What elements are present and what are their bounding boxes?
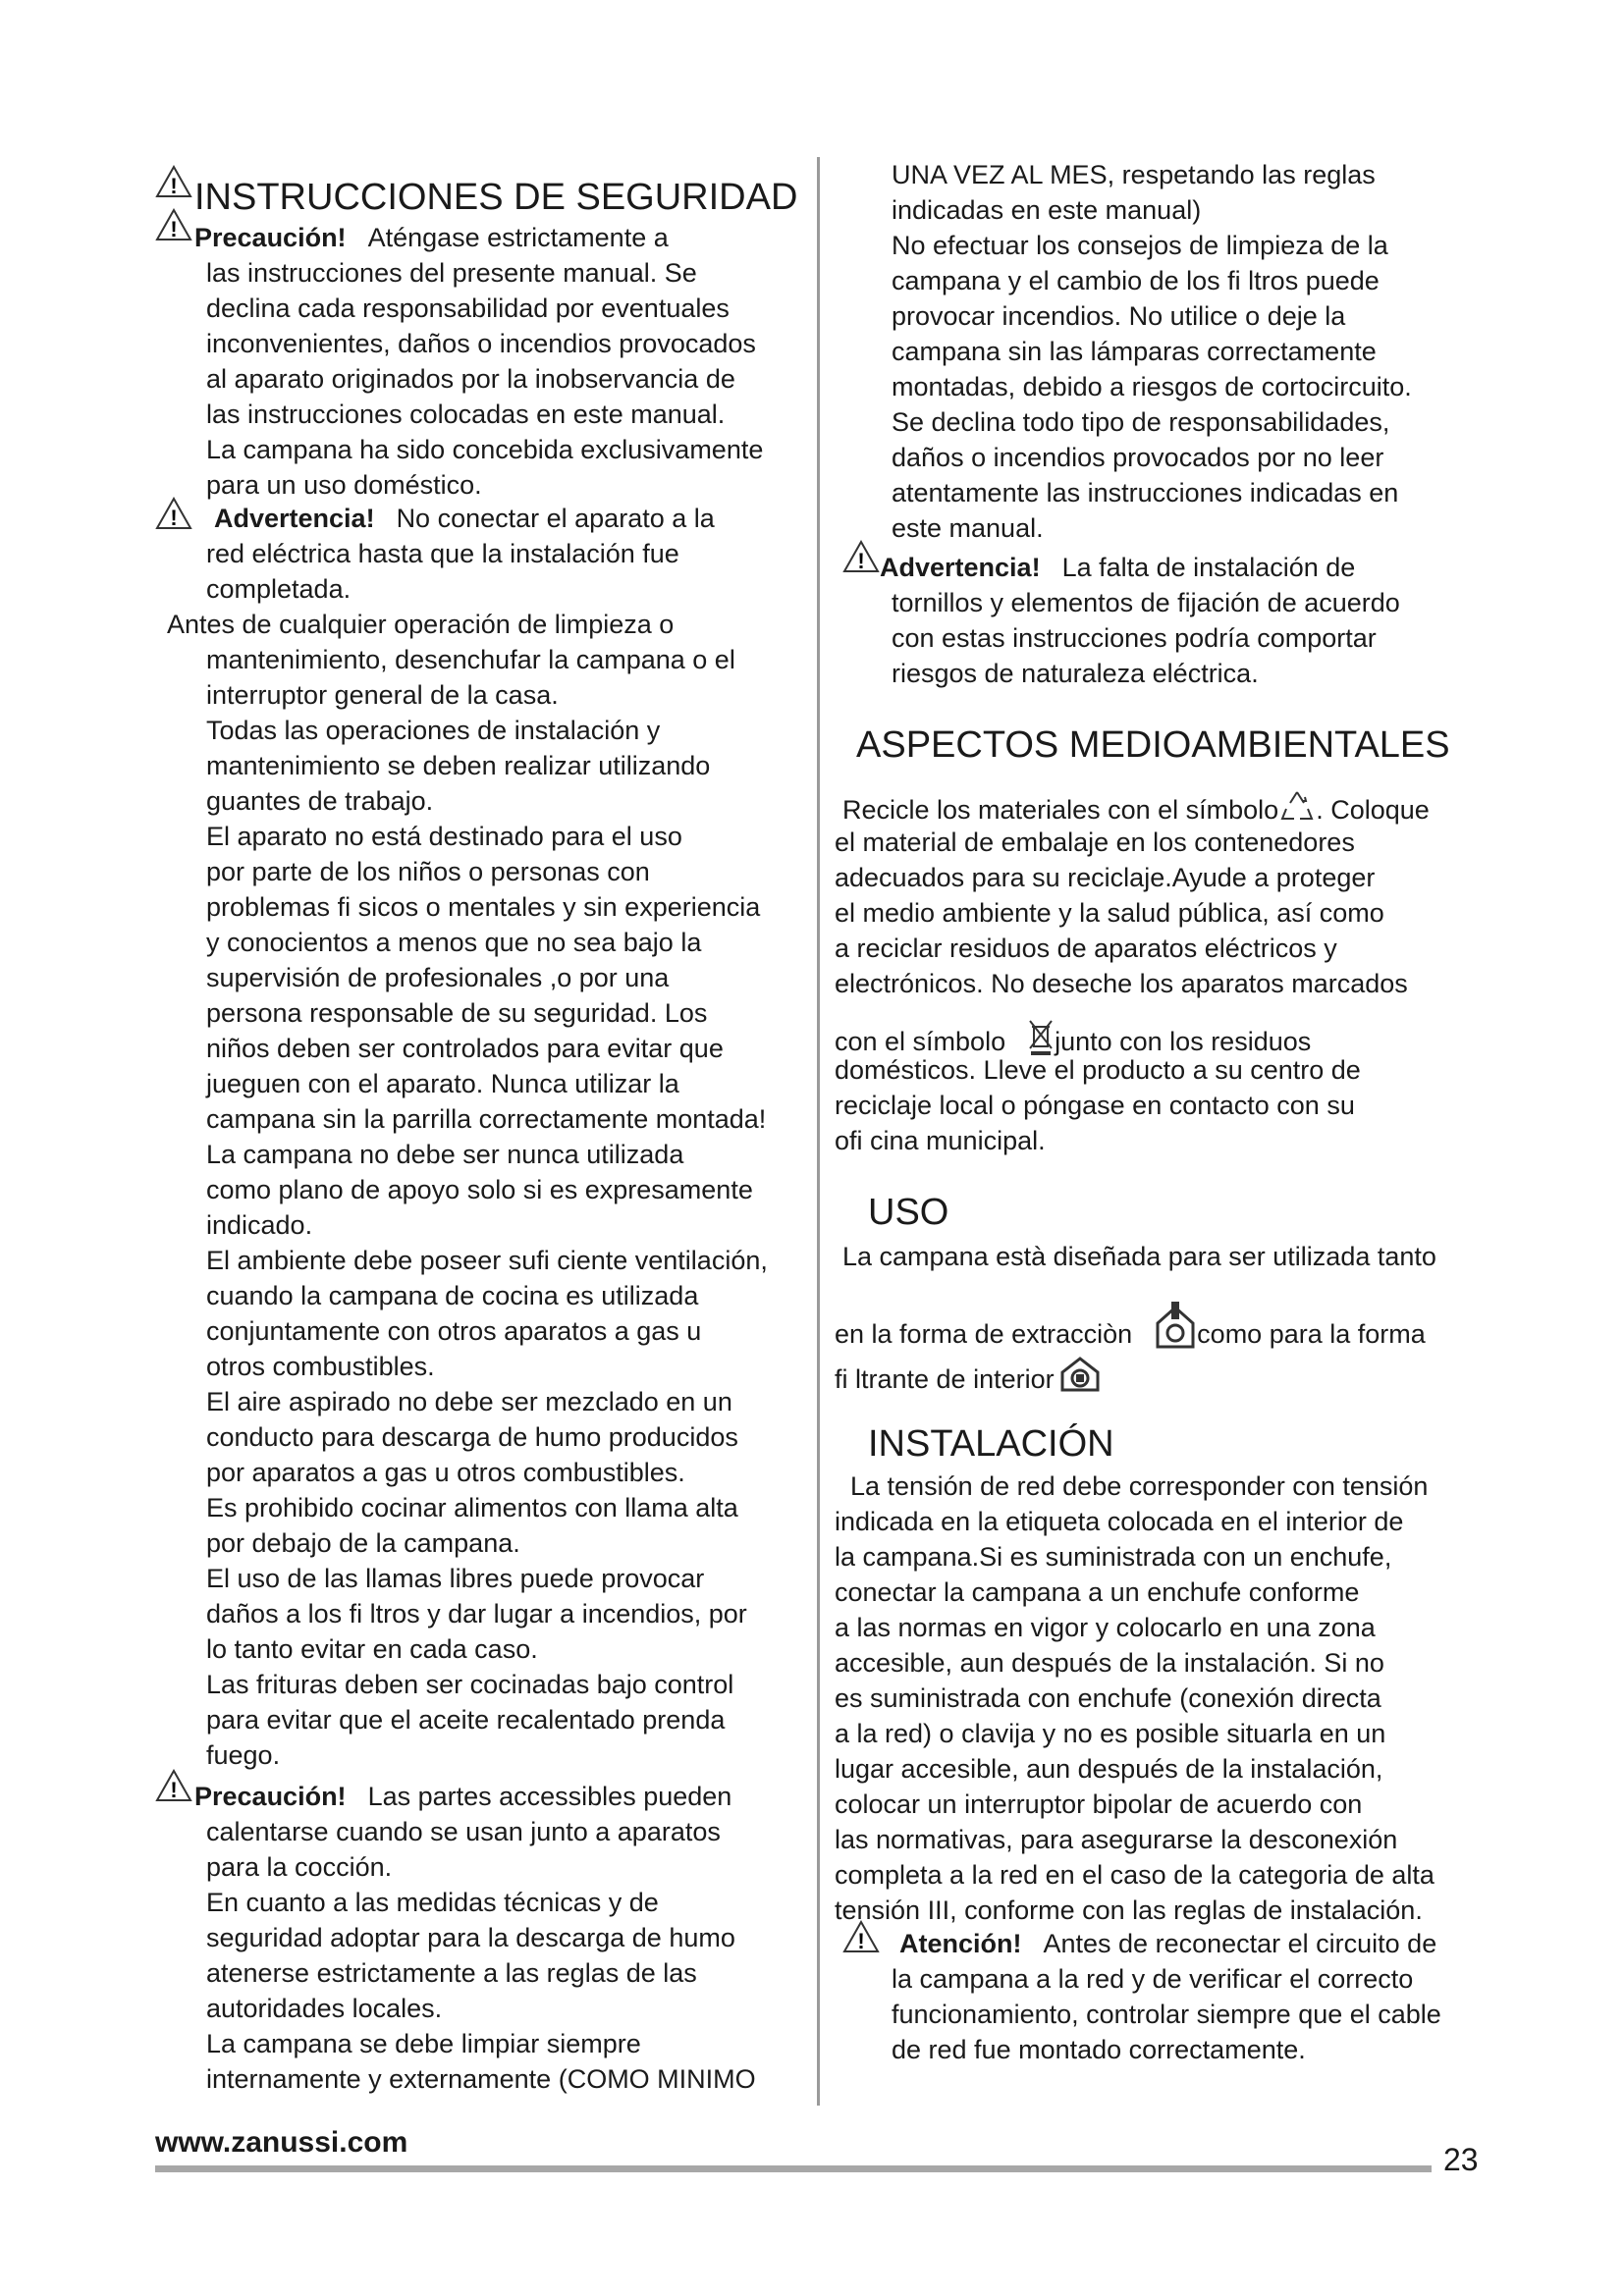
text-line: atentamente las instrucciones indicadas en: [892, 478, 1399, 507]
uso-section-title: USO: [868, 1192, 949, 1233]
text-line: daños a los fi ltros y dar lugar a incendios, por: [206, 1599, 747, 1629]
text-line: Las frituras deben ser cocinadas bajo control: [206, 1670, 734, 1699]
text-line: El uso de las llamas libres puede provocar: [206, 1564, 705, 1593]
text-line: por debajo de la campana.: [206, 1528, 520, 1558]
precaucion-text: Aténgase estrictamente a: [367, 223, 669, 252]
text-line: El aire aspirado no debe ser mezclado en un: [206, 1387, 732, 1416]
environment-section-title: ASPECTOS MEDIOAMBIENTALES: [856, 724, 1450, 766]
text-line: la campana a la red y de verificar el correcto: [892, 1964, 1414, 1994]
warning-triangle-icon: [155, 208, 192, 241]
atencion-label: Atención!: [899, 1929, 1022, 1958]
text-line: reciclaje local o póngase en contacto con su: [835, 1091, 1355, 1120]
advertencia-right: [880, 550, 1355, 585]
extraction-text: en la forma de extracciòn: [835, 1319, 1133, 1349]
text-line: para un uso doméstico.: [206, 470, 482, 500]
text-line: niños deben ser controlados para evitar que: [206, 1034, 724, 1063]
text-line: El aparato no está destinado para el uso: [206, 822, 682, 851]
text-line: problemas fi sicos o mentales y sin experiencia: [206, 892, 761, 922]
text-line: con estas instrucciones podría comportar: [892, 623, 1377, 653]
text-line: indicada en la etiqueta colocada en el interior de: [835, 1507, 1404, 1536]
text-line: es suministrada con enchufe (conexión directa: [835, 1683, 1381, 1713]
text-line: campana y el cambio de los fi ltros puede: [892, 266, 1380, 295]
warning-triangle-icon: [842, 540, 880, 573]
warning-triangle-icon: [842, 1920, 880, 1953]
text-line: riesgos de naturaleza eléctrica.: [892, 659, 1259, 688]
precaucion-label: Precaución!: [194, 1782, 347, 1811]
text-line: guantes de trabajo.: [206, 786, 434, 816]
crossed-bin-icon: [1027, 1017, 1055, 1056]
recycle-text-post: . Coloque: [1316, 795, 1430, 825]
text-line: a la red) o clavija y no es posible situarla en un: [835, 1719, 1386, 1748]
footer-url: www.zanussi.com: [155, 2126, 408, 2159]
text-line: electrónicos. No deseche los aparatos marcados: [835, 969, 1408, 998]
text-line: tornillos y elementos de fijación de acuerdo: [892, 588, 1400, 617]
text-line: funcionamiento, controlar siempre que el cable: [892, 2000, 1441, 2029]
precaucion-label: Precaución!: [194, 223, 347, 252]
text-line: seguridad adoptar para la descarga de humo: [206, 1923, 735, 1952]
text-line: para la cocción.: [206, 1852, 393, 1882]
text-line: interruptor general de la casa.: [206, 680, 559, 710]
filter-line: [835, 1355, 1102, 1397]
text-line: indicado.: [206, 1210, 313, 1240]
recycle-icon: [1278, 789, 1316, 827]
atencion: [899, 1926, 1436, 1961]
weee-text-post: junto con los residuos: [1055, 1027, 1312, 1056]
text-line: domésticos. Lleve el producto a su centro de: [835, 1055, 1361, 1085]
text-line: las instrucciones del presente manual. Se: [206, 258, 697, 288]
text-line: indicadas en este manual): [892, 195, 1202, 225]
text-line: otros combustibles.: [206, 1352, 435, 1381]
text-line: al aparato originados por la inobservancia de: [206, 364, 735, 394]
text-line: montadas, debido a riesgos de cortocircuito.: [892, 372, 1412, 401]
weee-text: con el símbolo: [835, 1027, 1006, 1056]
svg-text:!: !: [170, 1778, 178, 1802]
text-line: de red fue montado correctamente.: [892, 2035, 1306, 2064]
text-line: La tensión de red debe corresponder con tensión: [850, 1471, 1429, 1501]
recycle-text: Recicle los materiales con el símbolo: [842, 795, 1279, 825]
text-line: por parte de los niños o personas con: [206, 857, 650, 886]
text-line: atenerse estrictamente a las reglas de las: [206, 1958, 697, 1988]
svg-text:!: !: [170, 217, 178, 241]
safety-section-title: INSTRUCCIONES DE SEGURIDAD: [194, 177, 798, 218]
filter-text: fi ltrante de interior: [835, 1364, 1055, 1394]
text-line: calentarse cuando se usan junto a aparatos: [206, 1817, 721, 1846]
text-line: adecuados para su reciclaje.Ayude a proteger: [835, 863, 1376, 892]
advertencia-label: Advertencia!: [214, 504, 375, 533]
text-line: las instrucciones colocadas en este manual.: [206, 400, 726, 429]
svg-text:!: !: [170, 506, 178, 530]
text-line: conjuntamente con otros aparatos a gas u: [206, 1316, 702, 1346]
advertencia-text: No conectar el aparato a la: [396, 504, 715, 533]
advertencia-label: Advertencia!: [880, 553, 1041, 582]
text-line: completada.: [206, 574, 352, 604]
warning-triangle-icon: [155, 497, 192, 530]
recycle-line: [842, 789, 1430, 828]
precaucion-1: [194, 220, 669, 255]
advertencia-1: [214, 501, 715, 536]
text-line: por aparatos a gas u otros combustibles.: [206, 1458, 685, 1487]
extraction-text-post: como para la forma: [1197, 1319, 1426, 1349]
text-line: como plano de apoyo solo si es expresamente: [206, 1175, 753, 1204]
text-line: completa a la red en el caso de la categoria de alta: [835, 1860, 1435, 1890]
warning-triangle-icon: [155, 1769, 192, 1802]
advertencia-text: La falta de instalación de: [1061, 553, 1356, 582]
atencion-text: Antes de reconectar el circuito de: [1043, 1929, 1437, 1958]
text-line: accesible, aun después de la instalación. Si no: [835, 1648, 1384, 1678]
column-divider: [817, 157, 820, 2106]
text-line: UNA VEZ AL MES, respetando las reglas: [892, 160, 1376, 189]
text-line: colocar un interruptor bipolar de acuerdo con: [835, 1789, 1363, 1819]
text-line: cuando la campana de cocina es utilizada: [206, 1281, 699, 1310]
text-line: daños o incendios provocados por no leer: [892, 443, 1384, 472]
text-line: este manual.: [892, 513, 1044, 543]
text-line: El ambiente debe poseer sufi ciente ventilación,: [206, 1246, 768, 1275]
text-line: inconvenientes, daños o incendios provocados: [206, 329, 756, 358]
text-line: ofi cina municipal.: [835, 1126, 1046, 1155]
svg-text:!: !: [857, 549, 865, 573]
text-line: lugar accesible, aun después de la instalación,: [835, 1754, 1383, 1784]
text-line: mantenimiento se deben realizar utilizando: [206, 751, 711, 780]
text-line: las normativas, para asegurarse la desconexión: [835, 1825, 1398, 1854]
warning-triangle-icon: [155, 165, 192, 198]
svg-text:!: !: [170, 174, 178, 198]
text-line: fuego.: [206, 1740, 281, 1770]
text-line: red eléctrica hasta que la instalación fue: [206, 539, 679, 568]
text-line: campana sin las lámparas correctamente: [892, 337, 1377, 366]
text-line: a reciclar residuos de aparatos eléctricos y: [835, 934, 1337, 963]
text-line: la campana.Si es suministrada con un enchufe,: [835, 1542, 1392, 1572]
text-line: internamente y externamente (COMO MINIMO: [206, 2064, 756, 2094]
text-line: declina cada responsabilidad por eventuales: [206, 294, 730, 323]
text-line: En cuanto a las medidas técnicas y de: [206, 1888, 659, 1917]
text-line: a las normas en vigor y colocarlo en una zona: [835, 1613, 1376, 1642]
text-line: el material de embalaje en los contenedores: [835, 828, 1355, 857]
text-line: Se declina todo tipo de responsabilidades,: [892, 407, 1390, 437]
text-line: mantenimiento, desenchufar la campana o el: [206, 645, 735, 674]
svg-text:!: !: [857, 1929, 865, 1953]
instalacion-section-title: INSTALACIÓN: [868, 1423, 1114, 1465]
extraction-mode-icon: [1154, 1302, 1197, 1351]
text-line: jueguen con el aparato. Nunca utilizar la: [206, 1069, 679, 1098]
text-line: lo tanto evitar en cada caso.: [206, 1634, 538, 1664]
text-line: provocar incendios. No utilice o deje la: [892, 301, 1346, 331]
text-line: el medio ambiente y la salud pública, así como: [835, 898, 1384, 928]
text-line: autoridades locales.: [206, 1994, 443, 2023]
text-line: No efectuar los consejos de limpieza de la: [892, 231, 1388, 260]
text-line: conducto para descarga de humo producidos: [206, 1422, 738, 1452]
text-line: persona responsable de su seguridad. Los: [206, 998, 708, 1028]
footer-rule: [155, 2165, 1432, 2172]
text-line: La campana no debe ser nunca utilizada: [206, 1140, 684, 1169]
text-line: Todas las operaciones de instalación y: [206, 716, 661, 745]
text-line: tensión III, conforme con las reglas de instalación.: [835, 1896, 1423, 1925]
page-number: 23: [1443, 2142, 1479, 2177]
text-line: y conocientos a menos que no sea bajo la: [206, 928, 702, 957]
text-line: para evitar que el aceite recalentado prenda: [206, 1705, 726, 1735]
extraction-line: [835, 1302, 1426, 1352]
text-line: Es prohibido cocinar alimentos con llama alta: [206, 1493, 738, 1522]
precaucion-2: [194, 1779, 731, 1814]
recirculation-mode-icon: [1058, 1355, 1102, 1394]
precaucion-text: Las partes accessibles pueden: [367, 1782, 732, 1811]
text-line: La campana ha sido concebida exclusivamente: [206, 435, 764, 464]
text-line: Antes de cualquier operación de limpieza o: [167, 610, 675, 639]
text-line: La campana se debe limpiar siempre: [206, 2029, 641, 2058]
text-line: La campana està diseñada para ser utilizada tanto: [842, 1242, 1436, 1271]
text-line: supervisión de profesionales ,o por una: [206, 963, 670, 992]
text-line: campana sin la parrilla correctamente montada!: [206, 1104, 767, 1134]
text-line: conectar la campana a un enchufe conforme: [835, 1577, 1360, 1607]
